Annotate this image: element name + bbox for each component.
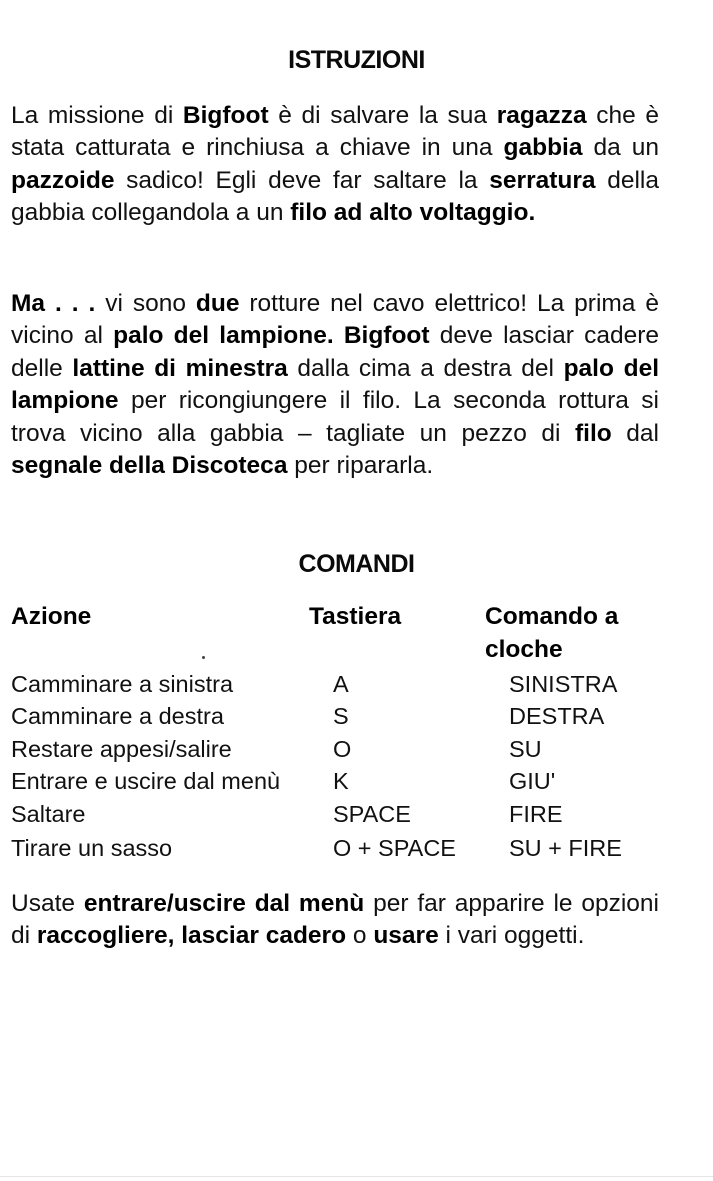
menu-note-paragraph	[11, 888, 659, 953]
cable-breaks-paragraph	[11, 288, 659, 482]
body-text: è di salvare la sua	[268, 102, 497, 129]
column-header-keyboard: Tastiera	[309, 603, 402, 630]
emphasized-text: due	[195, 290, 240, 317]
emphasized-text: palo del lampione	[11, 354, 660, 415]
body-text: della gabbia collegandola a un	[11, 166, 659, 227]
row-joystick: SU	[509, 736, 542, 762]
row-action: Entrare e uscire dal menù	[11, 768, 281, 794]
column-header-joystick-line2: cloche	[485, 636, 563, 663]
controls-row	[11, 700, 671, 733]
body-text: Usate	[11, 890, 84, 917]
body-text: vi sono	[95, 290, 196, 317]
body-text: sadico! Egli deve far saltare la	[114, 166, 490, 194]
emphasized-text: usare	[373, 922, 439, 950]
row-joystick: DESTRA	[509, 703, 605, 729]
row-keyboard: SPACE	[333, 801, 411, 827]
row-joystick: FIRE	[509, 801, 563, 827]
body-text: i vari oggetti.	[438, 922, 585, 950]
row-action: Tirare un sasso	[11, 835, 173, 861]
controls-row	[11, 765, 671, 798]
emphasized-text: ragazza	[496, 102, 587, 129]
emphasized-text: Bigfoot	[182, 102, 269, 129]
column-header-joystick	[485, 600, 618, 666]
emphasized-text: entrare/uscire dal menù	[83, 890, 365, 917]
row-keyboard: K	[333, 768, 349, 794]
column-header-joystick-line1: Comando a	[485, 603, 619, 630]
emphasized-text: lattine di minestra	[72, 354, 288, 382]
body-text: dal	[611, 419, 659, 447]
emphasized-text: segnale della Discoteca	[11, 452, 288, 480]
column-header-action: Azione	[11, 603, 92, 630]
emphasized-text: serratura	[489, 166, 596, 194]
emphasized-text: Ma . . .	[11, 290, 96, 317]
row-action: Camminare a sinistra	[11, 671, 234, 697]
row-keyboard: A	[333, 671, 349, 697]
row-keyboard: S	[333, 703, 349, 729]
row-action: Camminare a destra	[11, 703, 224, 729]
body-text: deve lasciar cadere delle	[11, 322, 659, 382]
controls-row	[11, 668, 671, 701]
body-text: o	[346, 922, 374, 950]
body-text: rotture nel cavo elettrico! La prima è vicino al	[11, 290, 659, 350]
print-speck	[202, 656, 205, 659]
emphasized-text: pazzoide	[11, 166, 115, 194]
emphasized-text: raccogliere, lasciar cadero	[36, 922, 347, 950]
row-action: Saltare	[11, 801, 86, 827]
controls-row	[11, 733, 671, 766]
body-text: che è stata catturata e rinchiusa a chiave in una	[11, 102, 659, 162]
body-text: da un	[582, 134, 660, 162]
body-text: La missione di	[11, 102, 183, 129]
row-keyboard: O	[333, 736, 352, 762]
instructions-title: ISTRUZIONI	[288, 46, 425, 74]
body-text: per far apparire le opzioni di	[11, 890, 659, 950]
page-edge	[0, 1176, 713, 1177]
body-text: per ripararla.	[287, 452, 434, 480]
mission-paragraph	[11, 100, 659, 230]
row-action: Restare appesi/salire	[11, 736, 232, 762]
body-text: dalla cima a destra del	[287, 354, 564, 382]
row-joystick: GIU'	[509, 768, 556, 794]
controls-row	[11, 832, 671, 865]
controls-row	[11, 798, 671, 831]
emphasized-text: filo	[575, 419, 612, 447]
emphasized-text: gabbia	[503, 134, 583, 162]
emphasized-text: filo ad alto voltaggio.	[290, 199, 536, 227]
controls-title: COMANDI	[298, 550, 415, 578]
body-text: per ricongiungere il filo. La seconda rottura si trova vicino alla gabbia – tagliate un pezzo di	[11, 387, 659, 447]
row-joystick: SU + FIRE	[509, 835, 622, 861]
row-keyboard: O + SPACE	[333, 835, 456, 861]
row-joystick: SINISTRA	[509, 671, 618, 697]
emphasized-text: palo del lampione. Bigfoot	[113, 322, 430, 350]
